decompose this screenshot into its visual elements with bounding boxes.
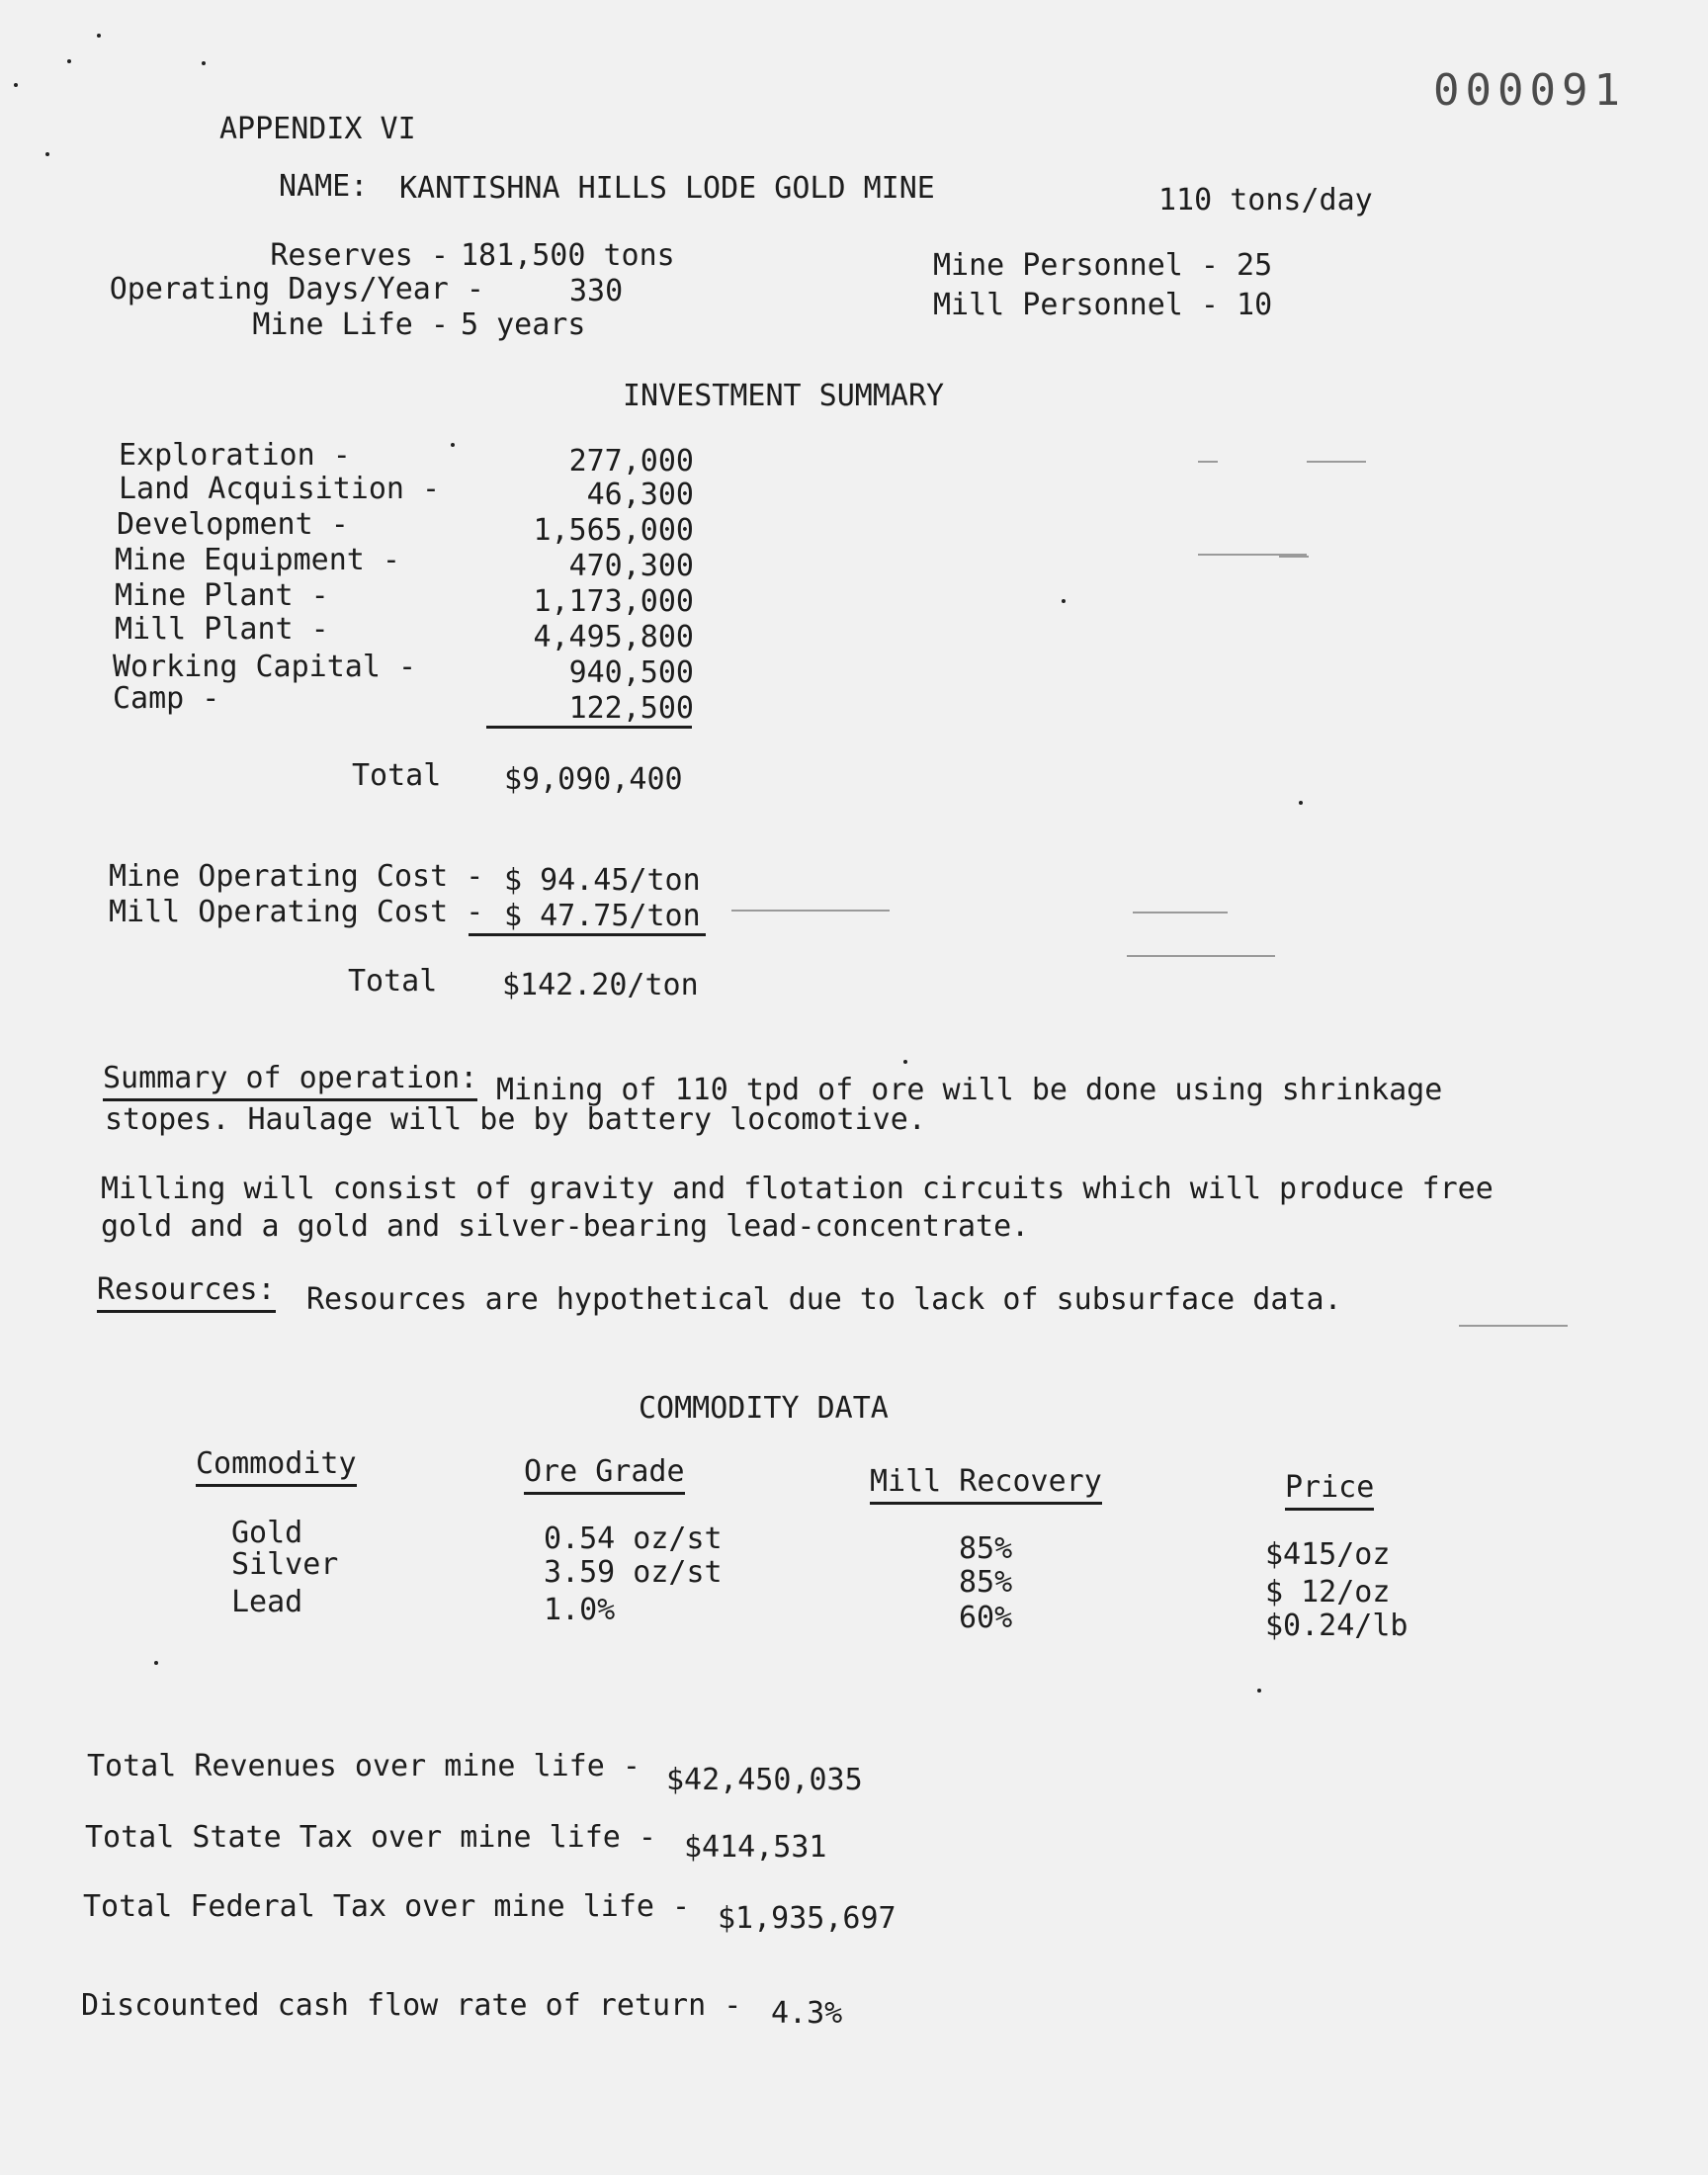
scan-speck (451, 443, 455, 447)
appendix-label: APPENDIX VI (219, 112, 416, 146)
investment-value: 940,500 (568, 655, 694, 690)
mill-personnel: Mill Personnel - 10 (933, 288, 1273, 322)
scan-speck (154, 1661, 158, 1665)
scan-speck (1299, 801, 1303, 805)
mill-recovery: 60% (959, 1601, 1013, 1635)
commodity-heading: COMMODITY DATA (639, 1391, 889, 1426)
operating-days-value: 330 (569, 274, 624, 308)
scan-speck (202, 61, 206, 65)
total-revenues-label: Total Revenues over mine life - (87, 1749, 640, 1784)
mill-operating-cost-value: $ 47.75/ton (504, 899, 701, 933)
ore-grade: 0.54 oz/st (544, 1522, 723, 1556)
scan-mark (731, 910, 890, 912)
investment-label: Mill Plant - (115, 612, 329, 647)
scan-speck (45, 152, 49, 156)
mine-operating-cost-value: $ 94.45/ton (504, 863, 701, 898)
state-tax-label: Total State Tax over mine life - (85, 1820, 656, 1855)
column-header: Commodity (196, 1447, 357, 1487)
federal-tax-value: $1,935,697 (718, 1901, 897, 1936)
mine-name: KANTISHNA HILLS LODE GOLD MINE (399, 171, 935, 206)
investment-value: 4,495,800 (533, 620, 694, 654)
mill-operating-cost-label: Mill Operating Cost - (109, 895, 484, 929)
scan-mark (1459, 1325, 1568, 1327)
investment-label: Land Acquisition - (119, 472, 441, 506)
investment-value: 1,565,000 (533, 513, 694, 548)
investment-value: 1,173,000 (533, 584, 694, 619)
page-number: 000091 (1433, 65, 1626, 116)
milling-text-line1: Milling will consist of gravity and flotation circuits which will produce free (101, 1172, 1494, 1206)
investment-total-value: $9,090,400 (504, 762, 683, 797)
reserves-value: 181,500 tons (461, 238, 675, 273)
operating-days-label: Operating Days/Year - (109, 272, 484, 306)
scan-speck (1257, 1689, 1261, 1693)
operating-total-label: Total (348, 964, 438, 999)
mine-personnel: Mine Personnel - 25 (933, 248, 1273, 283)
price: $ 12/oz (1265, 1575, 1391, 1610)
price: $0.24/lb (1265, 1609, 1409, 1643)
scan-speck (1062, 599, 1066, 603)
column-header: Price (1285, 1471, 1374, 1511)
scan-speck (903, 1060, 907, 1064)
resources-label: Resources: (97, 1273, 276, 1313)
scan-mark (1279, 556, 1309, 558)
investment-value: 46,300 (586, 478, 694, 512)
mill-recovery: 85% (959, 1565, 1013, 1600)
investment-total-label: Total (352, 758, 442, 793)
ore-grade: 1.0% (544, 1593, 616, 1627)
mine-life-label: Mine Life - (252, 307, 449, 342)
scan-speck (97, 34, 101, 38)
column-header: Mill Recovery (870, 1465, 1102, 1505)
operating-total-value: $142.20/ton (502, 968, 699, 1002)
total-revenues-value: $42,450,035 (666, 1763, 863, 1797)
state-tax-value: $414,531 (684, 1830, 827, 1865)
scan-speck (14, 83, 18, 87)
mine-operating-cost-label: Mine Operating Cost - (109, 859, 484, 894)
mine-life-value: 5 years (461, 307, 586, 342)
investment-value: 277,000 (568, 444, 694, 478)
mill-recovery: 85% (959, 1531, 1013, 1566)
investment-label: Mine Equipment - (115, 543, 400, 577)
reserves-label: Reserves - (270, 238, 449, 273)
commodity-name: Silver (231, 1547, 339, 1582)
dcf-label: Discounted cash flow rate of return - (81, 1988, 742, 2023)
price: $415/oz (1265, 1537, 1391, 1572)
column-header: Ore Grade (524, 1455, 685, 1495)
commodity-name: Gold (231, 1516, 303, 1550)
scan-mark (1127, 955, 1275, 957)
resources-text: Resources are hypothetical due to lack of subsurface data. (306, 1282, 1342, 1317)
investment-label: Exploration - (119, 438, 351, 473)
investment-label: Working Capital - (113, 650, 417, 684)
scan-mark (1198, 461, 1218, 463)
milling-text-line2: gold and a gold and silver-bearing lead-concentrate. (101, 1209, 1030, 1244)
investment-value: 122,500 (568, 691, 694, 726)
investment-heading: INVESTMENT SUMMARY (623, 379, 945, 413)
scan-mark (1307, 461, 1366, 463)
dcf-value: 4.3% (771, 1996, 843, 2031)
capacity: 110 tons/day (1158, 183, 1373, 218)
federal-tax-label: Total Federal Tax over mine life - (83, 1889, 691, 1924)
investment-value: 470,300 (568, 549, 694, 583)
summary-text-line1: Mining of 110 tpd of ore will be done using shrinkage (496, 1073, 1443, 1107)
investment-label: Development - (117, 507, 349, 542)
summary-text-line2: stopes. Haulage will be by battery locomotive. (105, 1102, 926, 1137)
ore-grade: 3.59 oz/st (544, 1555, 723, 1590)
investment-label: Mine Plant - (115, 578, 329, 613)
subtotal-rule (486, 726, 692, 729)
commodity-name: Lead (231, 1585, 303, 1619)
scan-mark (1133, 912, 1228, 914)
investment-label: Camp - (113, 681, 220, 716)
scan-speck (67, 59, 71, 63)
name-label: NAME: (279, 169, 369, 204)
summary-label: Summary of operation: (103, 1062, 477, 1101)
subtotal-rule (469, 933, 706, 936)
